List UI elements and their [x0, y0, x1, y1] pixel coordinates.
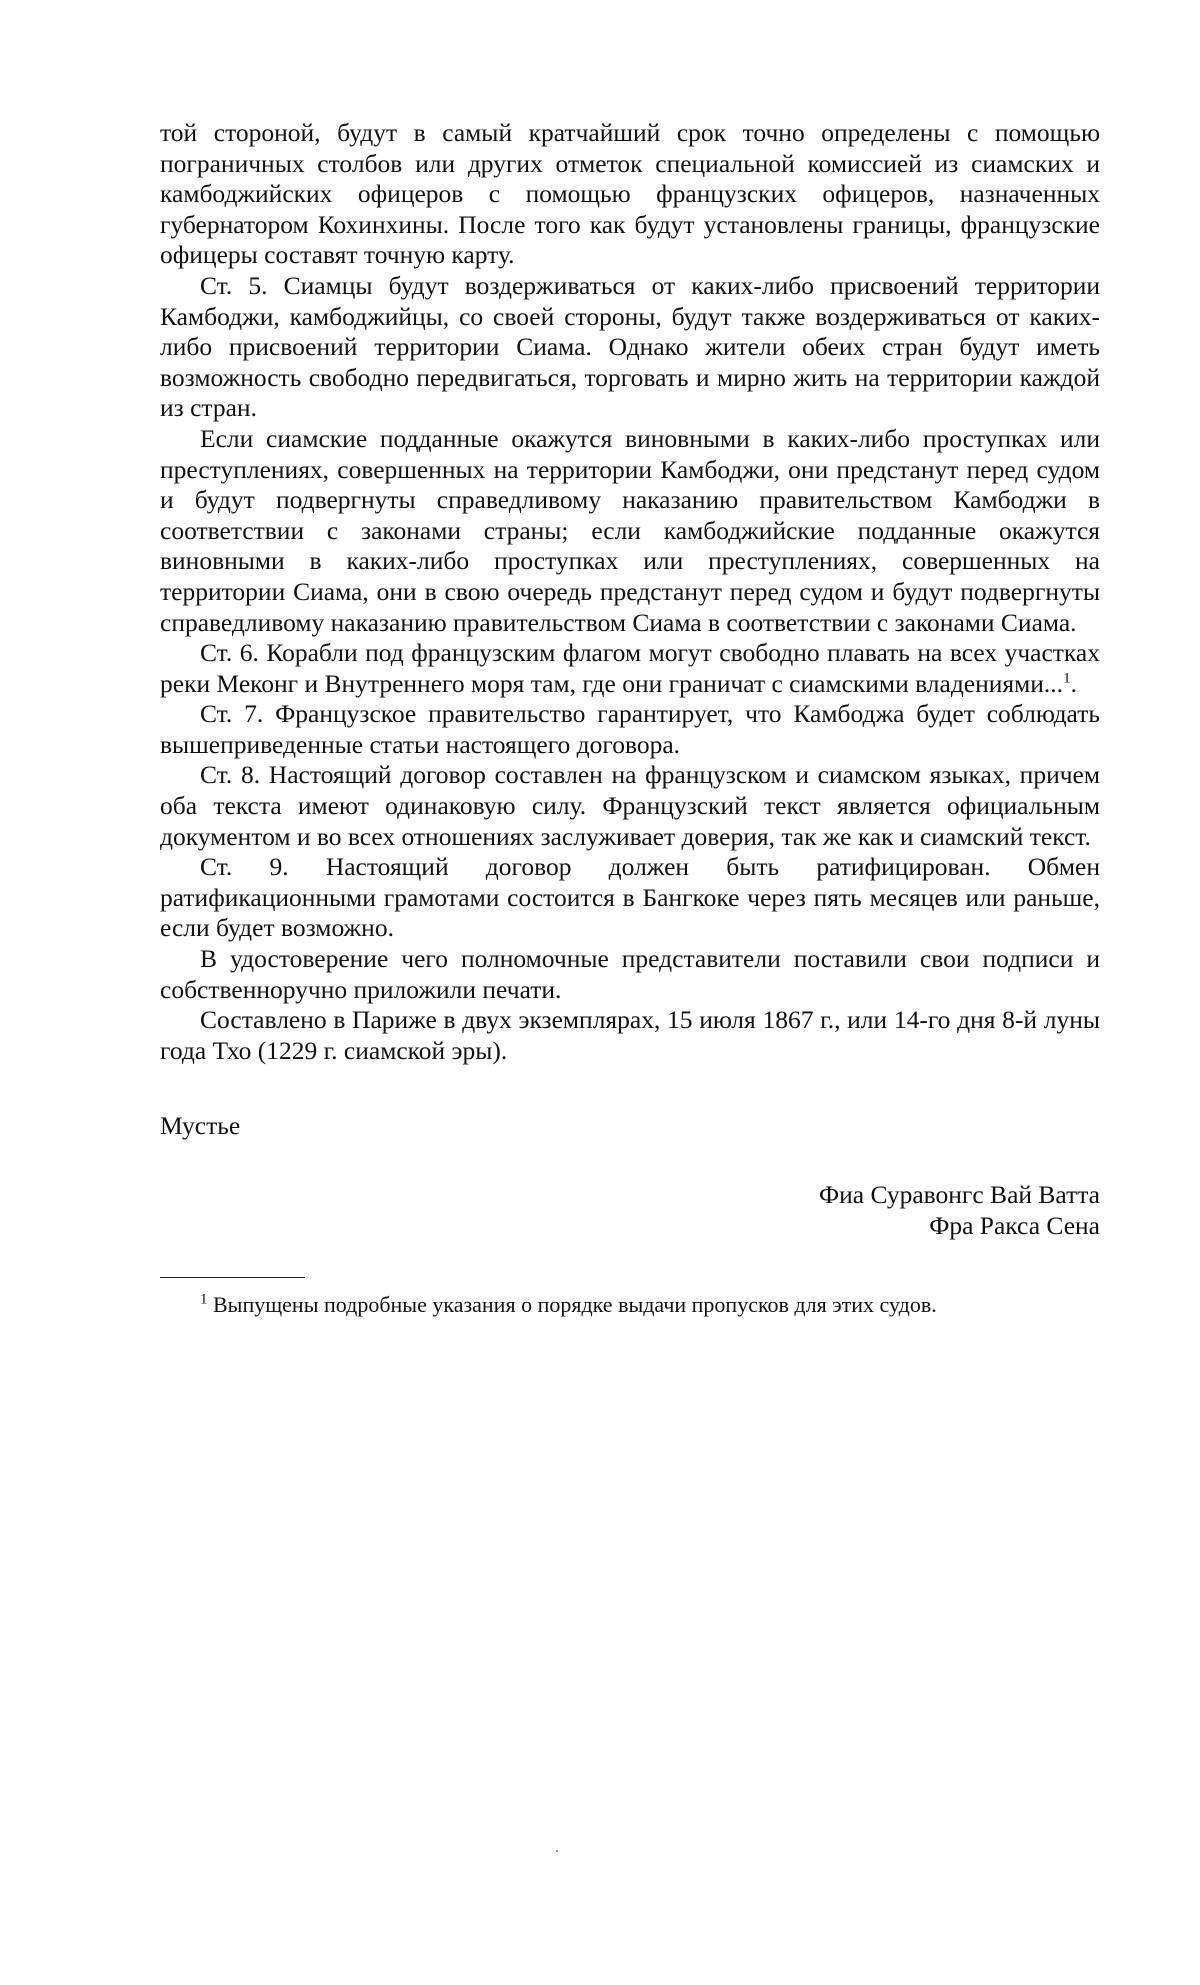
footnote-mark: 1 — [200, 1291, 208, 1308]
article-5: Ст. 5. Сиамцы будут воздерживаться от каких-либо присвоений территории Камбоджи, камбоджийцы, со своей стороны, будут также воздерживаться от каких-либо присвоений территории Сиама. Однако жители обеих стран будут иметь возможность свободно передвигаться, торговать и мирно жить на территории каждой из стран. — [160, 270, 1100, 423]
signature-moustier: Мустье — [160, 1111, 241, 1141]
article-9: Ст. 9. Настоящий договор должен быть ратифицирован. Обмен ратификационными грамотами состоится в Бангкоке через пять месяцев или раньше, если будет возможно. — [160, 852, 1100, 943]
signature-siamese-2: Фра Ракса Сена — [929, 1210, 1100, 1240]
signature-siamese-1: Фиа Суравонгс Вай Ватта — [818, 1180, 1100, 1209]
footnote-reference: 1 — [1063, 670, 1071, 687]
attestation-paragraph: В удостоверение чего полномочные представители поставили свои подписи и собственноручно приложили печати. — [160, 944, 1100, 1004]
paragraph-continuation: той стороной, будут в самый кратчайший срок точно определены с помощью пограничных столбов или других отметок специальной комиссией из сиамских и камбоджийских офицеров с помощью французских офицеров, назначенных губернатором Кохинхины. После того как будут установлены границы, французские офицеры составят точную карту. — [160, 118, 1100, 270]
place-and-date-paragraph: Составлено в Париже в двух экземплярах, 15 июля 1867 г., или 14-го дня 8-й луны года Тхо (1229 г. сиамской эры). — [160, 1005, 1100, 1065]
document-page — [160, 118, 1100, 1342]
article-6-text: Ст. 6. Корабли под французским флагом могут свободно плавать на всех участках реки Меконг и Внутреннего моря там, где они граничат с сиамскими владениями... — [160, 638, 1100, 698]
article-7: Ст. 7. Французское правительство гарантирует, что Камбоджа будет соблюдать вышеприведенные статьи настоящего договора. — [160, 699, 1100, 759]
article-5-continued: Если сиамские подданные окажутся виновными в каких-либо проступках или преступлениях, совершенных на территории Камбоджи, они предстанут перед судом и будут подвергнуты справедливому наказанию правительством Камбоджи в соответствии с законами страны; если камбоджийские подданные окажутся виновными в каких-либо проступках или преступлениях, совершенных на территории Сиама, они в свою очередь предстанут перед судом и будут подвергнуты справедливому наказанию правительством Сиама в соответствии с законами Сиама. — [160, 423, 1100, 637]
article-8: Ст. 8. Настоящий договор составлен на французском и сиамском языках, причем оба текста имеют одинаковую силу. Французский текст является официальным документом и во всех отношениях заслуживает доверия, так же как и сиамский текст. — [160, 760, 1100, 851]
footnote — [160, 1290, 1100, 1320]
page-speck — [556, 1850, 558, 1852]
article-6: Ст. 6. Корабли под французским флагом могут свободно плавать на всех участках реки Меконг и Внутреннего моря там, где они граничат с сиамскими владениями...$^1$. — [160, 638, 1100, 698]
siamese-signatories — [160, 1180, 1100, 1241]
footnote-text: Выпущены подробные указания о порядке выдачи пропусков для этих судов. — [213, 1292, 937, 1318]
footnote-divider — [160, 1277, 305, 1278]
